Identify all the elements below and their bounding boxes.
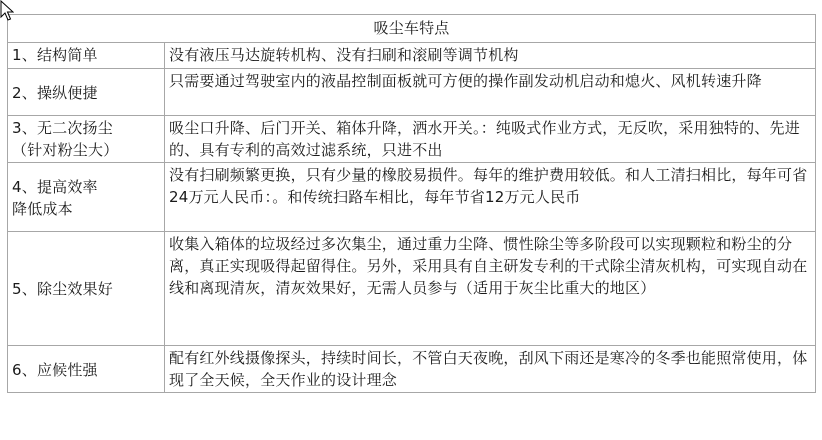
table-row xyxy=(8,232,816,346)
table-row xyxy=(8,116,816,163)
feature-label-line: （针对粉尘大） xyxy=(12,141,119,159)
feature-label xyxy=(8,163,165,232)
feature-description: 收集入箱体的垃圾经过多次集尘，通过重力尘降、惯性除尘等多阶段可以实现颗粒和粉尘的分离，真正实现吸得起留得住。另外，采用具有自主研发专利的干式除尘清灰机构，可实现自动在线和离现清灰，清灰效果好，无需人员参与（适用于灰尘比重大的地区） xyxy=(165,232,816,346)
feature-label-line: 6、应候性强 xyxy=(12,360,98,379)
feature-label xyxy=(8,116,165,163)
table-row xyxy=(8,163,816,232)
feature-label xyxy=(8,346,165,393)
features-table xyxy=(7,14,816,393)
feature-description: 没有液压马达旋转机构、没有扫刷和滚刷等调节机构 xyxy=(165,43,816,69)
feature-label xyxy=(8,232,165,346)
feature-description: 只需要通过驾驶室内的液晶控制面板就可方便的操作副发动机启动和熄火、风机转速升降 xyxy=(165,69,816,116)
table-title: 吸尘车特点 xyxy=(8,15,816,43)
feature-label-line: 5、除尘效果好 xyxy=(12,280,113,298)
mouse-pointer-icon xyxy=(0,0,14,22)
feature-description: 没有扫刷频繁更换，只有少量的橡胶易损件。每年的维护费用较低。和人工清扫相比，每年可省24万元人民币：。和传统扫路车相比，每年节省12万元人民币 xyxy=(165,163,816,232)
feature-label xyxy=(8,69,165,116)
table-row xyxy=(8,346,816,393)
feature-label-line: 4、提高效率 xyxy=(12,177,98,196)
feature-description: 配有红外线摄像探头，持续时间长，不管白天夜晚，刮风下雨还是寒冷的冬季也能照常使用，体现了全天候，全天作业的设计理念 xyxy=(165,346,816,393)
table-row xyxy=(8,43,816,69)
feature-label-line: 2、操纵便捷 xyxy=(12,83,98,102)
feature-label-line: 1、结构简单 xyxy=(12,46,98,64)
feature-label xyxy=(8,43,165,69)
table-row xyxy=(8,69,816,116)
feature-label-line: 3、无二次扬尘 xyxy=(12,119,113,137)
feature-label-line: 降低成本 xyxy=(12,199,73,218)
feature-description: 吸尘口升降、后门开关、箱体升降，洒水开关。：纯吸式作业方式，无反吹，采用独特的、先进的、具有专利的高效过滤系统，只进不出 xyxy=(165,116,816,163)
